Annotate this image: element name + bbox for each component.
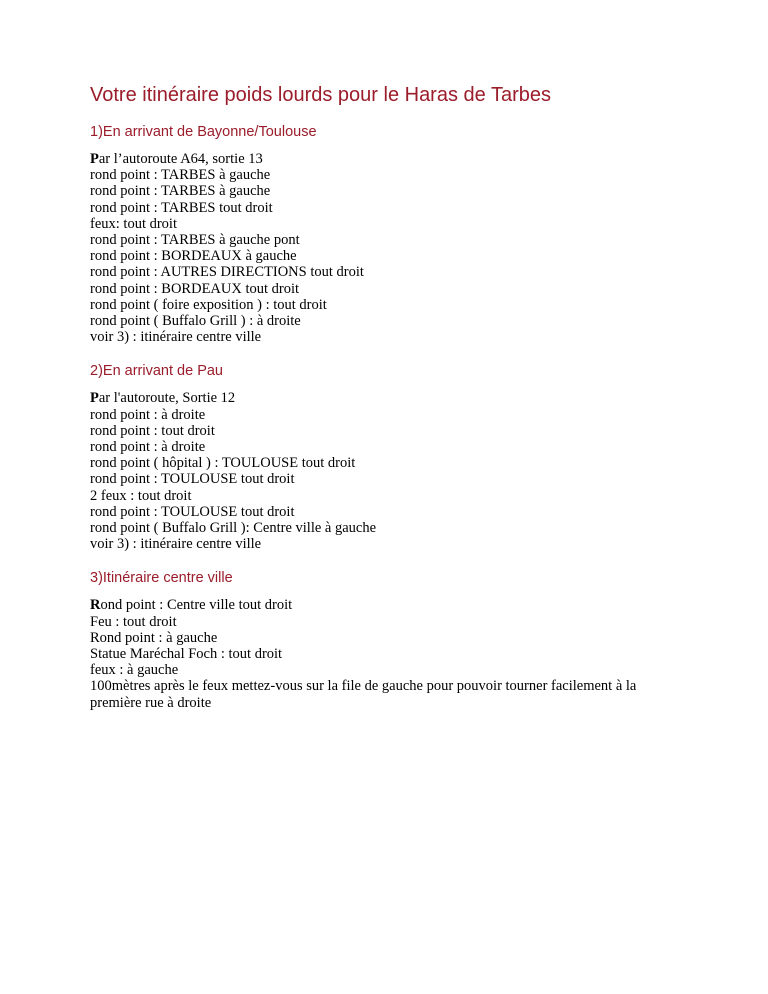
directions-list xyxy=(90,597,690,710)
direction-line: rond point : TARBES à gauche pont xyxy=(90,232,300,249)
direction-line: rond point ( foire exposition ) : tout droit xyxy=(90,296,327,313)
directions-list xyxy=(90,151,690,345)
section-heading: 1)En arrivant de Bayonne/Toulouse xyxy=(90,124,317,140)
direction-line: feux : à gauche xyxy=(90,662,179,679)
first-letter: R xyxy=(90,597,101,614)
direction-line xyxy=(90,390,690,406)
direction-line: rond point ( Buffalo Grill ): Centre ville à gauche xyxy=(90,520,377,537)
page-title: Votre itinéraire poids lourds pour le Haras de Tarbes xyxy=(90,84,551,106)
direction-line: première rue à droite xyxy=(90,694,212,711)
direction-line: rond point : TOULOUSE tout droit xyxy=(90,503,295,520)
direction-line: rond point : TARBES à gauche xyxy=(90,167,271,184)
direction-line: rond point : TOULOUSE tout droit xyxy=(90,471,295,488)
directions-list xyxy=(90,390,690,552)
direction-line: Rond point : à gauche xyxy=(90,629,218,646)
direction-line: rond point : TARBES tout droit xyxy=(90,199,273,216)
direction-line: rond point : à droite xyxy=(90,439,206,456)
first-line-text: ond point : Centre ville tout droit xyxy=(100,597,293,614)
document-page xyxy=(90,82,690,728)
direction-line: voir 3) : itinéraire centre ville xyxy=(90,536,262,553)
direction-line xyxy=(90,597,690,613)
direction-line: rond point : tout droit xyxy=(90,422,215,439)
direction-line: voir 3) : itinéraire centre ville xyxy=(90,329,262,346)
direction-line: feux: tout droit xyxy=(90,215,177,232)
direction-line: rond point : BORDEAUX à gauche xyxy=(90,248,297,265)
direction-line: Statue Maréchal Foch : tout droit xyxy=(90,646,283,663)
direction-line: rond point : TARBES à gauche xyxy=(90,183,271,200)
section-bayonne-toulouse xyxy=(90,123,690,345)
direction-line xyxy=(90,151,690,167)
direction-line: 100mètres après le feux mettez-vous sur la file de gauche pour pouvoir tourner facilement à la xyxy=(90,678,637,695)
section-pau xyxy=(90,362,690,552)
direction-line: 2 feux : tout droit xyxy=(90,487,192,504)
direction-line: Feu : tout droit xyxy=(90,613,177,630)
first-line-text: ar l'autoroute, Sortie 12 xyxy=(98,390,236,407)
first-letter: P xyxy=(90,390,99,407)
section-heading: 2)En arrivant de Pau xyxy=(90,363,223,380)
section-centre-ville xyxy=(90,569,690,710)
first-letter: P xyxy=(90,151,99,167)
direction-line: rond point ( hôpital ) : TOULOUSE tout droit xyxy=(90,455,356,472)
direction-line: rond point : AUTRES DIRECTIONS tout droit xyxy=(90,264,364,281)
direction-line: rond point : BORDEAUX tout droit xyxy=(90,280,300,297)
direction-line: rond point ( Buffalo Grill ) : à droite xyxy=(90,313,301,330)
first-line-text: ar l’autoroute A64, sortie 13 xyxy=(98,151,263,167)
section-heading: 3)Itinéraire centre ville xyxy=(90,570,233,587)
direction-line: rond point : à droite xyxy=(90,406,206,423)
itinerary-sections xyxy=(90,123,690,711)
